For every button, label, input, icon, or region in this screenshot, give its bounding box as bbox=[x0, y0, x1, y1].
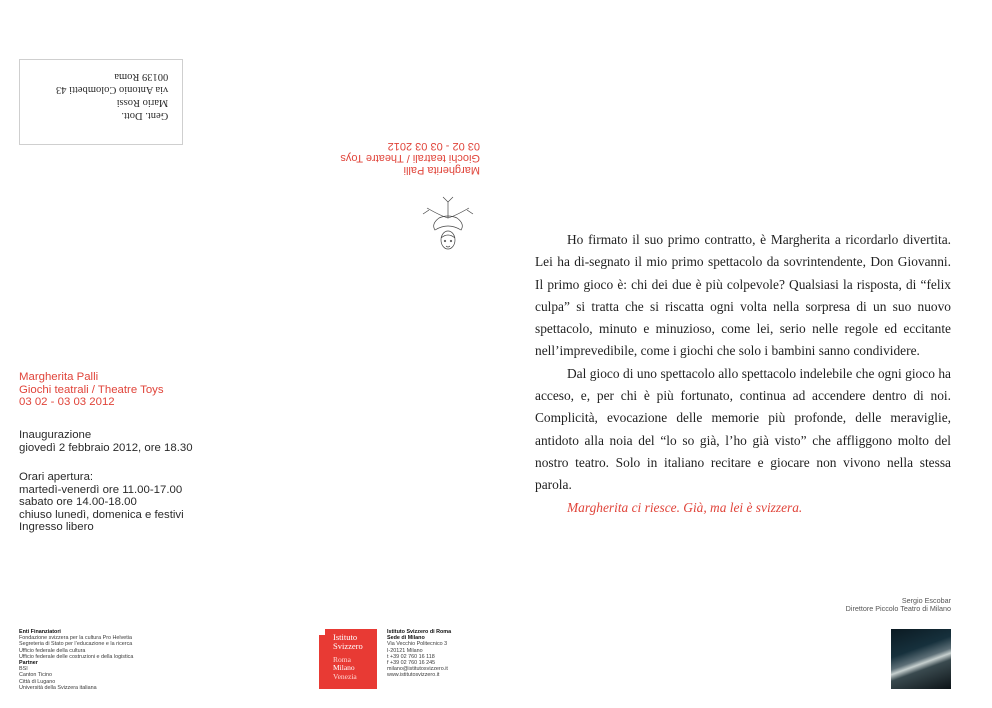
funders-block bbox=[19, 629, 133, 691]
institute-contact bbox=[387, 629, 451, 679]
institute-name: Istituto Svizzero di Roma bbox=[387, 629, 452, 635]
artwork-thumbnail bbox=[891, 629, 951, 689]
opening-info bbox=[19, 429, 193, 454]
opening-label: Inaugurazione bbox=[19, 429, 92, 441]
rotated-title-line: Giochi teatrali / Theatre Toys bbox=[340, 152, 480, 164]
partner-item: Università della Svizzera italiana bbox=[19, 684, 97, 691]
exhibition-name: Margherita Palli bbox=[19, 371, 99, 383]
logo-city: Roma bbox=[333, 655, 351, 664]
institute-website[interactable]: www.istitutosvizzero.it bbox=[387, 672, 440, 679]
partner-item: Canton Ticino bbox=[19, 672, 52, 679]
funder-item: Segreteria di Stato per l’educazione e la ricerca bbox=[19, 641, 133, 648]
istituto-svizzero-logo bbox=[319, 629, 377, 689]
logo-text: Svizzero bbox=[333, 641, 363, 651]
paragraph: Ho firmato il suo primo contratto, è Margherita a ricordarlo divertita. Lei ha di-segnato il mio primo spettacolo da sovrintendente, Don Giovanni. Il primo gioco è: chi dei due è più colpevole? Qualsiasi la risposta, di “felix culpa” si tratta che si riscatta ogni volta nella sorpresa di un suo nuovo spettacolo, minuto e minuzioso, come lei, serio nelle regole ed eccitante nell’imprevedibile, come i giochi che solo i bambini sanno condividere. bbox=[535, 232, 951, 359]
rotated-title-line: Margherita Palli bbox=[403, 164, 480, 176]
address-text bbox=[56, 70, 168, 122]
address-line: Mario Rossi bbox=[116, 97, 168, 108]
institute-line: I-20121 Milano bbox=[387, 647, 423, 654]
logo-city-current: Milano bbox=[333, 663, 355, 673]
institute-seat-city: Milano bbox=[407, 635, 425, 642]
institute-email[interactable]: milano@istitutosvizzero.it bbox=[387, 666, 448, 673]
hours-label: Orari apertura: bbox=[19, 471, 94, 483]
funder-item: Ufficio federale delle costruzioni e della logistica bbox=[19, 653, 134, 660]
signature-line: Margherita ci riesce. Già, ma lei è svizzera. bbox=[567, 499, 803, 515]
hours-line: martedì-venerdì ore 11.00-17.00 bbox=[19, 483, 183, 496]
address-line: via Antonio Colombetti 43 bbox=[55, 84, 168, 95]
exhibition-info bbox=[19, 371, 164, 409]
logo-city: Venezia bbox=[333, 671, 357, 681]
opening-datetime: giovedì 2 febbraio 2012, ore 18.30 bbox=[19, 441, 193, 454]
address-line: 00139 Roma bbox=[114, 71, 168, 82]
institute-line: t +39 02 760 16 118 bbox=[387, 653, 435, 660]
funder-item: Fondazione svizzera per la cultura Pro Helvetia bbox=[19, 635, 132, 642]
rotated-title bbox=[320, 140, 480, 176]
hours-line: Ingresso libero bbox=[19, 521, 94, 534]
address-box bbox=[19, 59, 183, 145]
address-line: Gent. Dott. bbox=[121, 110, 168, 121]
author-role: Direttore Piccolo Teatro di Milano bbox=[845, 604, 951, 614]
logo-mark bbox=[319, 629, 325, 635]
logo-text: Istituto bbox=[333, 632, 358, 642]
opening-hours bbox=[19, 471, 184, 534]
funder-item: Ufficio federale della cultura bbox=[19, 647, 86, 654]
partner-heading: Partner bbox=[19, 660, 38, 667]
partner-item: BSI bbox=[19, 666, 28, 673]
sketch-illustration bbox=[421, 194, 475, 258]
hours-line: chiuso lunedì, domenica e festivi bbox=[19, 508, 184, 521]
author-credit bbox=[846, 597, 951, 614]
institute-line: Via Vecchio Politecnico 3 bbox=[387, 641, 448, 648]
rotated-title-line: 03 02 - 03 03 2012 bbox=[387, 140, 480, 152]
partner-item: Città di Lugano bbox=[19, 678, 56, 685]
exhibition-subtitle: Giochi teatrali / Theatre Toys bbox=[19, 383, 164, 396]
funders-heading: Enti Finanziatori bbox=[19, 629, 61, 635]
hours-line: sabato ore 14.00-18.00 bbox=[19, 496, 137, 509]
exhibition-dates: 03 02 - 03 03 2012 bbox=[19, 396, 115, 409]
main-text bbox=[535, 229, 951, 519]
paragraph: Dal gioco di uno spettacolo allo spettacolo indelebile che ogni gioco ha acceso, e, per chi è più fortunato, continua ad accendere dentro di noi. Complicità, evocazione delle memorie più profonde, delle meraviglie, antidoto alla noia del “lo so già, l’ho già visto” che affliggono molto del nostro teatro. Solo in italiano recitare e giocare non vivono nella stessa parola. bbox=[535, 365, 951, 493]
institute-line: f +39 02 760 16 245 bbox=[387, 660, 436, 667]
author-name: Sergio Escobar bbox=[901, 596, 951, 605]
institute-seat-prefix: Sede di bbox=[387, 635, 407, 642]
